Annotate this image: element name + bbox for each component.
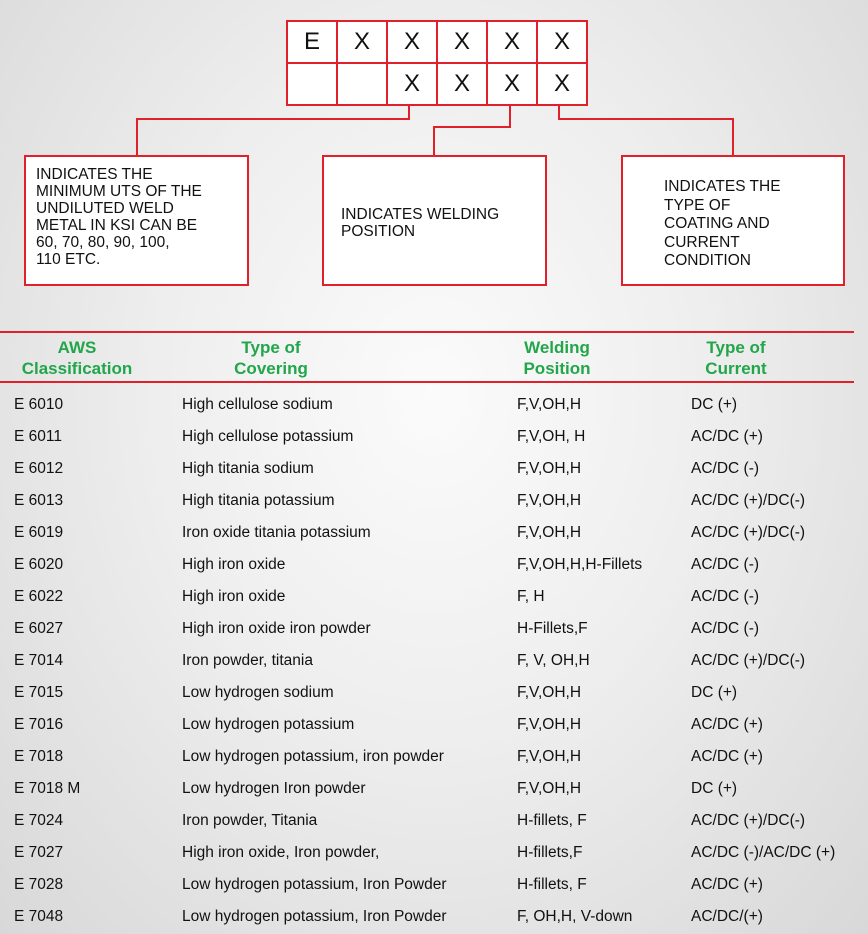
table-row <box>0 613 868 645</box>
table-row <box>0 805 868 837</box>
connector-middle-horizontal <box>433 126 511 128</box>
cell-covering: Iron powder, Titania <box>182 812 318 829</box>
cell-covering: Low hydrogen Iron powder <box>182 780 366 797</box>
cell-covering: High iron oxide iron powder <box>182 620 371 637</box>
cell-covering: Iron powder, titania <box>182 652 313 669</box>
cell-covering: High titania sodium <box>182 460 314 477</box>
cell-covering: High iron oxide, Iron powder, <box>182 844 380 861</box>
cell-current: AC/DC (-) <box>691 460 760 477</box>
connector-left-horizontal <box>136 118 410 120</box>
cell-position: H-Fillets,F <box>517 620 588 637</box>
table-row <box>0 741 868 773</box>
cell-current: AC/DC/(+) <box>691 908 763 925</box>
code-cell: E <box>287 21 337 63</box>
cell-position: F,V,OH,H <box>517 684 582 701</box>
cell-position: F, H <box>517 588 545 605</box>
header-line: Type of <box>241 338 301 357</box>
cell-current: AC/DC (-) <box>691 620 760 637</box>
cell-classification: E 6027 <box>14 620 64 637</box>
callout-coating-line: CURRENT <box>664 233 740 251</box>
header-line: Welding <box>524 338 590 357</box>
table-row <box>0 421 868 453</box>
cell-covering: Iron oxide titania potassium <box>182 524 371 541</box>
cell-position: F,V,OH,H,H-Fillets <box>517 556 643 573</box>
connector-left-vertical-bottom <box>136 118 138 156</box>
header-line: Type of <box>706 338 766 357</box>
cell-covering: High iron oxide <box>182 588 286 605</box>
cell-classification: E 7015 <box>14 684 64 701</box>
code-grid-row-1 <box>287 21 587 63</box>
cell-classification: E 7028 <box>14 876 64 893</box>
cell-current: DC (+) <box>691 780 738 797</box>
code-cell: X <box>537 63 587 105</box>
callout-position-line: POSITION <box>341 223 416 240</box>
cell-classification: E 6019 <box>14 524 64 541</box>
header-type-of-current <box>696 337 776 379</box>
cell-current: AC/DC (+) <box>691 716 763 733</box>
cell-position: H-fillets, F <box>517 876 587 893</box>
cell-position: F, V, OH,H <box>517 652 590 669</box>
table-row <box>0 869 868 901</box>
code-cell: X <box>387 63 437 105</box>
callout-coating-current <box>621 155 845 286</box>
cell-classification: E 7048 <box>14 908 64 925</box>
cell-classification: E 7024 <box>14 812 64 829</box>
cell-position: F,V,OH,H <box>517 492 582 509</box>
header-type-of-covering <box>212 337 330 379</box>
callout-uts-line: 60, 70, 80, 90, 100, <box>36 234 170 251</box>
cell-covering: High titania potassium <box>182 492 335 509</box>
electrode-code-grid <box>286 20 588 106</box>
cell-position: F,V,OH,H <box>517 396 582 413</box>
cell-position: F,V,OH,H <box>517 524 582 541</box>
callout-coating-line: CONDITION <box>664 252 751 269</box>
connector-middle-vertical-bottom <box>433 126 435 156</box>
electrode-table-body <box>0 389 868 933</box>
table-top-rule <box>0 331 854 333</box>
header-line: Classification <box>21 359 133 378</box>
table-row <box>0 517 868 549</box>
callout-welding-position <box>322 155 547 286</box>
table-row <box>0 901 868 933</box>
cell-current: AC/DC (+)/DC(-) <box>691 652 806 669</box>
table-row <box>0 581 868 613</box>
code-cell <box>337 63 387 105</box>
cell-covering: High cellulose sodium <box>182 396 333 413</box>
header-aws-classification <box>12 337 142 379</box>
table-row <box>0 709 868 741</box>
cell-position: F,V,OH, H <box>517 428 586 445</box>
cell-current: AC/DC (+)/DC(-) <box>691 812 806 829</box>
callout-coating-line: INDICATES THE <box>664 178 781 195</box>
cell-classification: E 6010 <box>14 396 64 413</box>
cell-current: AC/DC (+) <box>691 876 763 893</box>
cell-position: H-fillets, F <box>517 812 587 829</box>
code-cell: X <box>437 63 487 105</box>
connector-right-vertical-bottom <box>732 118 734 156</box>
code-cell <box>287 63 337 105</box>
table-row <box>0 485 868 517</box>
table-row <box>0 453 868 485</box>
table-row <box>0 773 868 805</box>
cell-classification: E 6022 <box>14 588 64 605</box>
cell-covering: Low hydrogen sodium <box>182 684 334 701</box>
cell-classification: E 6013 <box>14 492 64 509</box>
cell-classification: E 7016 <box>14 716 64 733</box>
cell-classification: E 6012 <box>14 460 64 477</box>
callout-uts-line: UNDILUTED WELD <box>36 200 174 217</box>
cell-position: F, OH,H, V-down <box>517 908 633 925</box>
callout-uts-line: 110 ETC. <box>36 251 101 268</box>
connector-middle-vertical-top <box>509 104 511 128</box>
cell-covering: High iron oxide <box>182 556 286 573</box>
callout-coating-line: COATING AND <box>664 215 770 232</box>
cell-position: F,V,OH,H <box>517 748 582 765</box>
cell-current: AC/DC (+) <box>691 748 763 765</box>
cell-classification: E 7027 <box>14 844 64 861</box>
cell-covering: Low hydrogen potassium, iron powder <box>182 748 444 765</box>
callout-uts-line: METAL IN KSI CAN BE <box>36 217 198 234</box>
cell-position: F,V,OH,H <box>517 460 582 477</box>
cell-current: DC (+) <box>691 684 738 701</box>
callout-uts-line: INDICATES THE <box>36 166 153 183</box>
cell-covering: High cellulose potassium <box>182 428 354 445</box>
cell-current: AC/DC (-) <box>691 556 760 573</box>
table-row <box>0 645 868 677</box>
cell-current: AC/DC (-) <box>691 588 760 605</box>
header-line: Current <box>705 359 767 378</box>
code-cell: X <box>487 21 537 63</box>
code-cell: X <box>337 21 387 63</box>
table-row <box>0 549 868 581</box>
callout-coating-line: TYPE OF <box>664 196 731 214</box>
cell-position: F,V,OH,H <box>517 780 582 797</box>
callout-uts <box>24 155 249 286</box>
cell-current: AC/DC (+) <box>691 428 763 445</box>
code-cell: X <box>537 21 587 63</box>
cell-covering: Low hydrogen potassium, Iron Powder <box>182 908 447 925</box>
connector-right-horizontal <box>558 118 734 120</box>
code-cell: X <box>487 63 537 105</box>
cell-current: AC/DC (+)/DC(-) <box>691 492 806 509</box>
cell-covering: Low hydrogen potassium, Iron Powder <box>182 876 447 893</box>
cell-position: H-fillets,F <box>517 844 583 861</box>
cell-current: AC/DC (+)/DC(-) <box>691 524 806 541</box>
cell-classification: E 7018 <box>14 748 64 765</box>
table-row <box>0 837 868 869</box>
callout-position-line: INDICATES WELDING <box>341 206 500 223</box>
cell-classification: E 6011 <box>14 428 62 445</box>
cell-current: DC (+) <box>691 396 738 413</box>
cell-covering: Low hydrogen potassium <box>182 716 355 733</box>
header-line: AWS <box>57 338 97 357</box>
table-row <box>0 677 868 709</box>
table-row <box>0 389 868 421</box>
cell-current: AC/DC (-)/AC/DC (+) <box>691 844 836 861</box>
cell-classification: E 6020 <box>14 556 64 573</box>
header-line: Covering <box>234 359 308 378</box>
cell-classification: E 7014 <box>14 652 64 669</box>
code-cell: X <box>437 21 487 63</box>
table-header-rule <box>0 381 854 383</box>
cell-classification: E 7018 M <box>14 780 81 797</box>
code-cell: X <box>387 21 437 63</box>
header-line: Position <box>523 359 591 378</box>
code-grid-row-2 <box>287 63 587 105</box>
header-welding-position <box>514 337 600 379</box>
cell-position: F,V,OH,H <box>517 716 582 733</box>
callout-uts-line: MINIMUM UTS OF THE <box>36 183 202 200</box>
